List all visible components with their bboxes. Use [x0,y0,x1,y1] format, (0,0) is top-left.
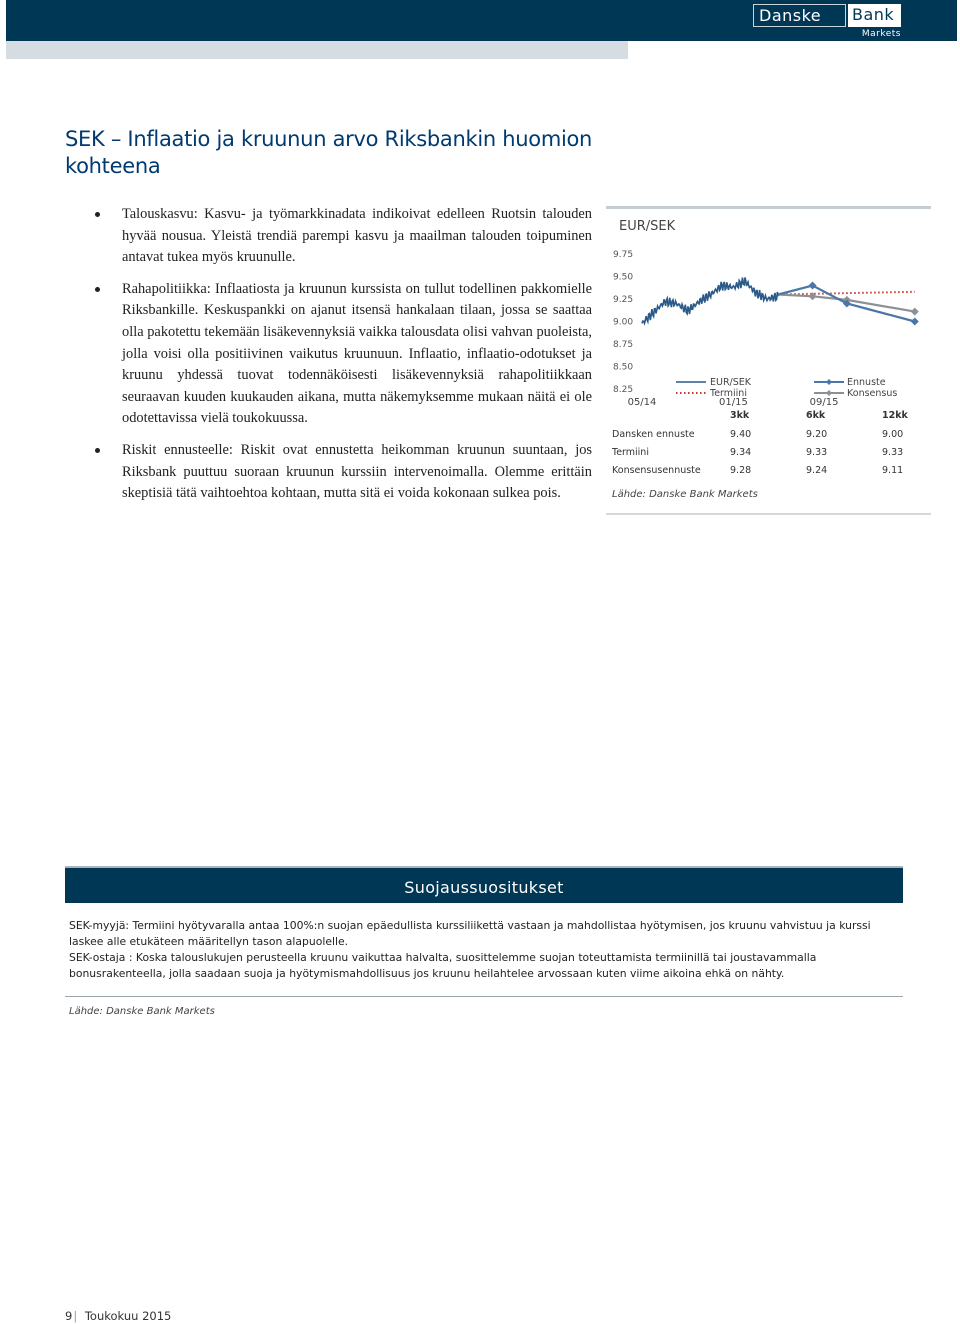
table-row [612,447,905,465]
row-label: Termiini [612,447,649,458]
cell-value: 9.24 [806,465,828,476]
hedge-source: Lähde: Danske Bank Markets [69,1006,215,1017]
forecast-table-header [612,410,908,428]
header-subbar [6,41,628,59]
bullet-growth: Talouskasvu: Kasvu- ja työmarkkinadata indikoivat edelleen Ruotsin talouden hyvää nousua. Yleistä trendiä parempi kasvu ja maailman talouden toipuminen antavat tukea myös kruunulle. [95,204,592,269]
row-label: Dansken ennuste [612,429,695,440]
cell-value: 9.11 [882,465,904,476]
page-title: SEK – Inflaatio ja kruunun arvo Riksbankin huomion kohteena [65,127,593,178]
hedge-text [69,918,903,982]
bullet-monetary-policy: Rahapolitiikka: Inflaatiosta ja kruunun kurssista on tullut todellinen pakkomielle Riksbankille. Keskuspankki on ajanut itsensä hankalaan tilaan, jossa se saattaa olla pakotettu tekemään lisäkevennyksiä vaikka talousdata olisi vahvan puoleista, jolla voisi olla positiivinen vaikutus kruunuun. Inflaatio, inflaatio-odotukset ja kruunu yhdessä tuovat todennäköisesti lisäkevennyksiä rahapolitiikkaan seuraavan kuuden kuukauden aikana, mutta näkemyksemme mukaan näitä ei ole odotettavissa vielä toukokuussa. [95,279,592,430]
cell-value: 9.00 [882,429,904,440]
cell-value: 9.33 [882,447,904,458]
cell-value: 9.34 [730,447,752,458]
y-tick-label: 9.00 [613,317,634,328]
table-row [612,429,905,447]
logo-word-markets: Markets [861,29,901,39]
ennuste-point [809,282,817,290]
series-line-eursek [642,278,778,324]
cell-value: 9.33 [806,447,828,458]
cell-value: 9.20 [806,429,828,440]
table-row [612,465,905,483]
legend-label-termiini: Termiini [710,388,747,399]
footer-date: Toukokuu 2015 [84,1309,172,1323]
ennuste-point [911,318,919,326]
danske-bank-logo [753,4,901,38]
hedge-seller-text: SEK-myyjä: Termiini hyötyvaralla antaa 100%:n suojan epäedullista kurssiliikettä vastaan ja mahdollistaa hyötymisen, jos kruunu vahvistuu ja kurssi laskee alle etukäteen määritellyn tason alapuolelle. [69,919,871,948]
logo-word-bank: Bank [848,4,901,27]
series-line-termiini [778,292,915,295]
cell-value: 9.40 [730,429,752,440]
bullet-list [95,204,592,505]
x-tick-label: 01/15 [719,397,748,408]
col-header-6kk: 6kk [806,410,826,421]
page-number: 9 [65,1309,73,1323]
hedge-title: Suojaussuositukset [404,878,564,897]
konsensus-point [911,308,919,316]
y-tick-label: 8.50 [613,362,634,373]
footer-separator: | [73,1309,78,1323]
eursek-chart [606,239,931,409]
bullet-risks: Riskit ennusteelle: Riskit ovat ennustetta heikomman kruunun suuntaan, jos Riksbank puuttuu suoraan kruunun kurssiin intervenoimalla. Olemme erittäin skeptisiä tätä vaihtoehtoa kohtaan, mutta sitä ei voida kokonaan sulkea pois. [95,440,592,505]
y-tick-label: 9.75 [613,250,634,260]
legend-label-ennuste: Ennuste [847,377,886,388]
chart-source: Lähde: Danske Bank Markets [612,489,758,500]
legend-label-konsensus: Konsensus [847,388,898,399]
x-tick-label: 05/14 [627,397,657,408]
legend-label-eursek: EUR/SEK [710,377,752,388]
y-tick-label: 8.75 [613,340,634,350]
cell-value: 9.28 [730,465,752,476]
legend-marker-ennuste [826,379,832,385]
divider [65,996,903,997]
col-header-12kk: 12kk [882,410,908,421]
row-label: Konsensusennuste [612,465,701,476]
y-tick-label: 9.50 [613,272,634,283]
footer [65,1309,171,1323]
x-tick-label: 09/15 [809,397,839,408]
legend-marker-konsensus [826,390,832,396]
y-tick-label: 9.25 [613,295,634,305]
col-header-3kk: 3kk [730,410,750,421]
hedge-buyer-text: SEK-ostaja : Koska talouslukujen perusteella kruunu vaikuttaa halvalta, suosittelemme suojan toteuttamista termiinillä tai joustavammalla bonusrakenteella, jolla saadaan suoja ja hyötymismahdollisuus jos kruunu heilahtelee arvossaan kuten viime aikoina ehkä on nähty. [69,951,817,980]
chart-title: EUR/SEK [619,219,676,234]
hedge-header [65,866,903,903]
logo-word-danske: Danske [753,4,846,27]
y-tick-label: 8.25 [613,385,634,395]
